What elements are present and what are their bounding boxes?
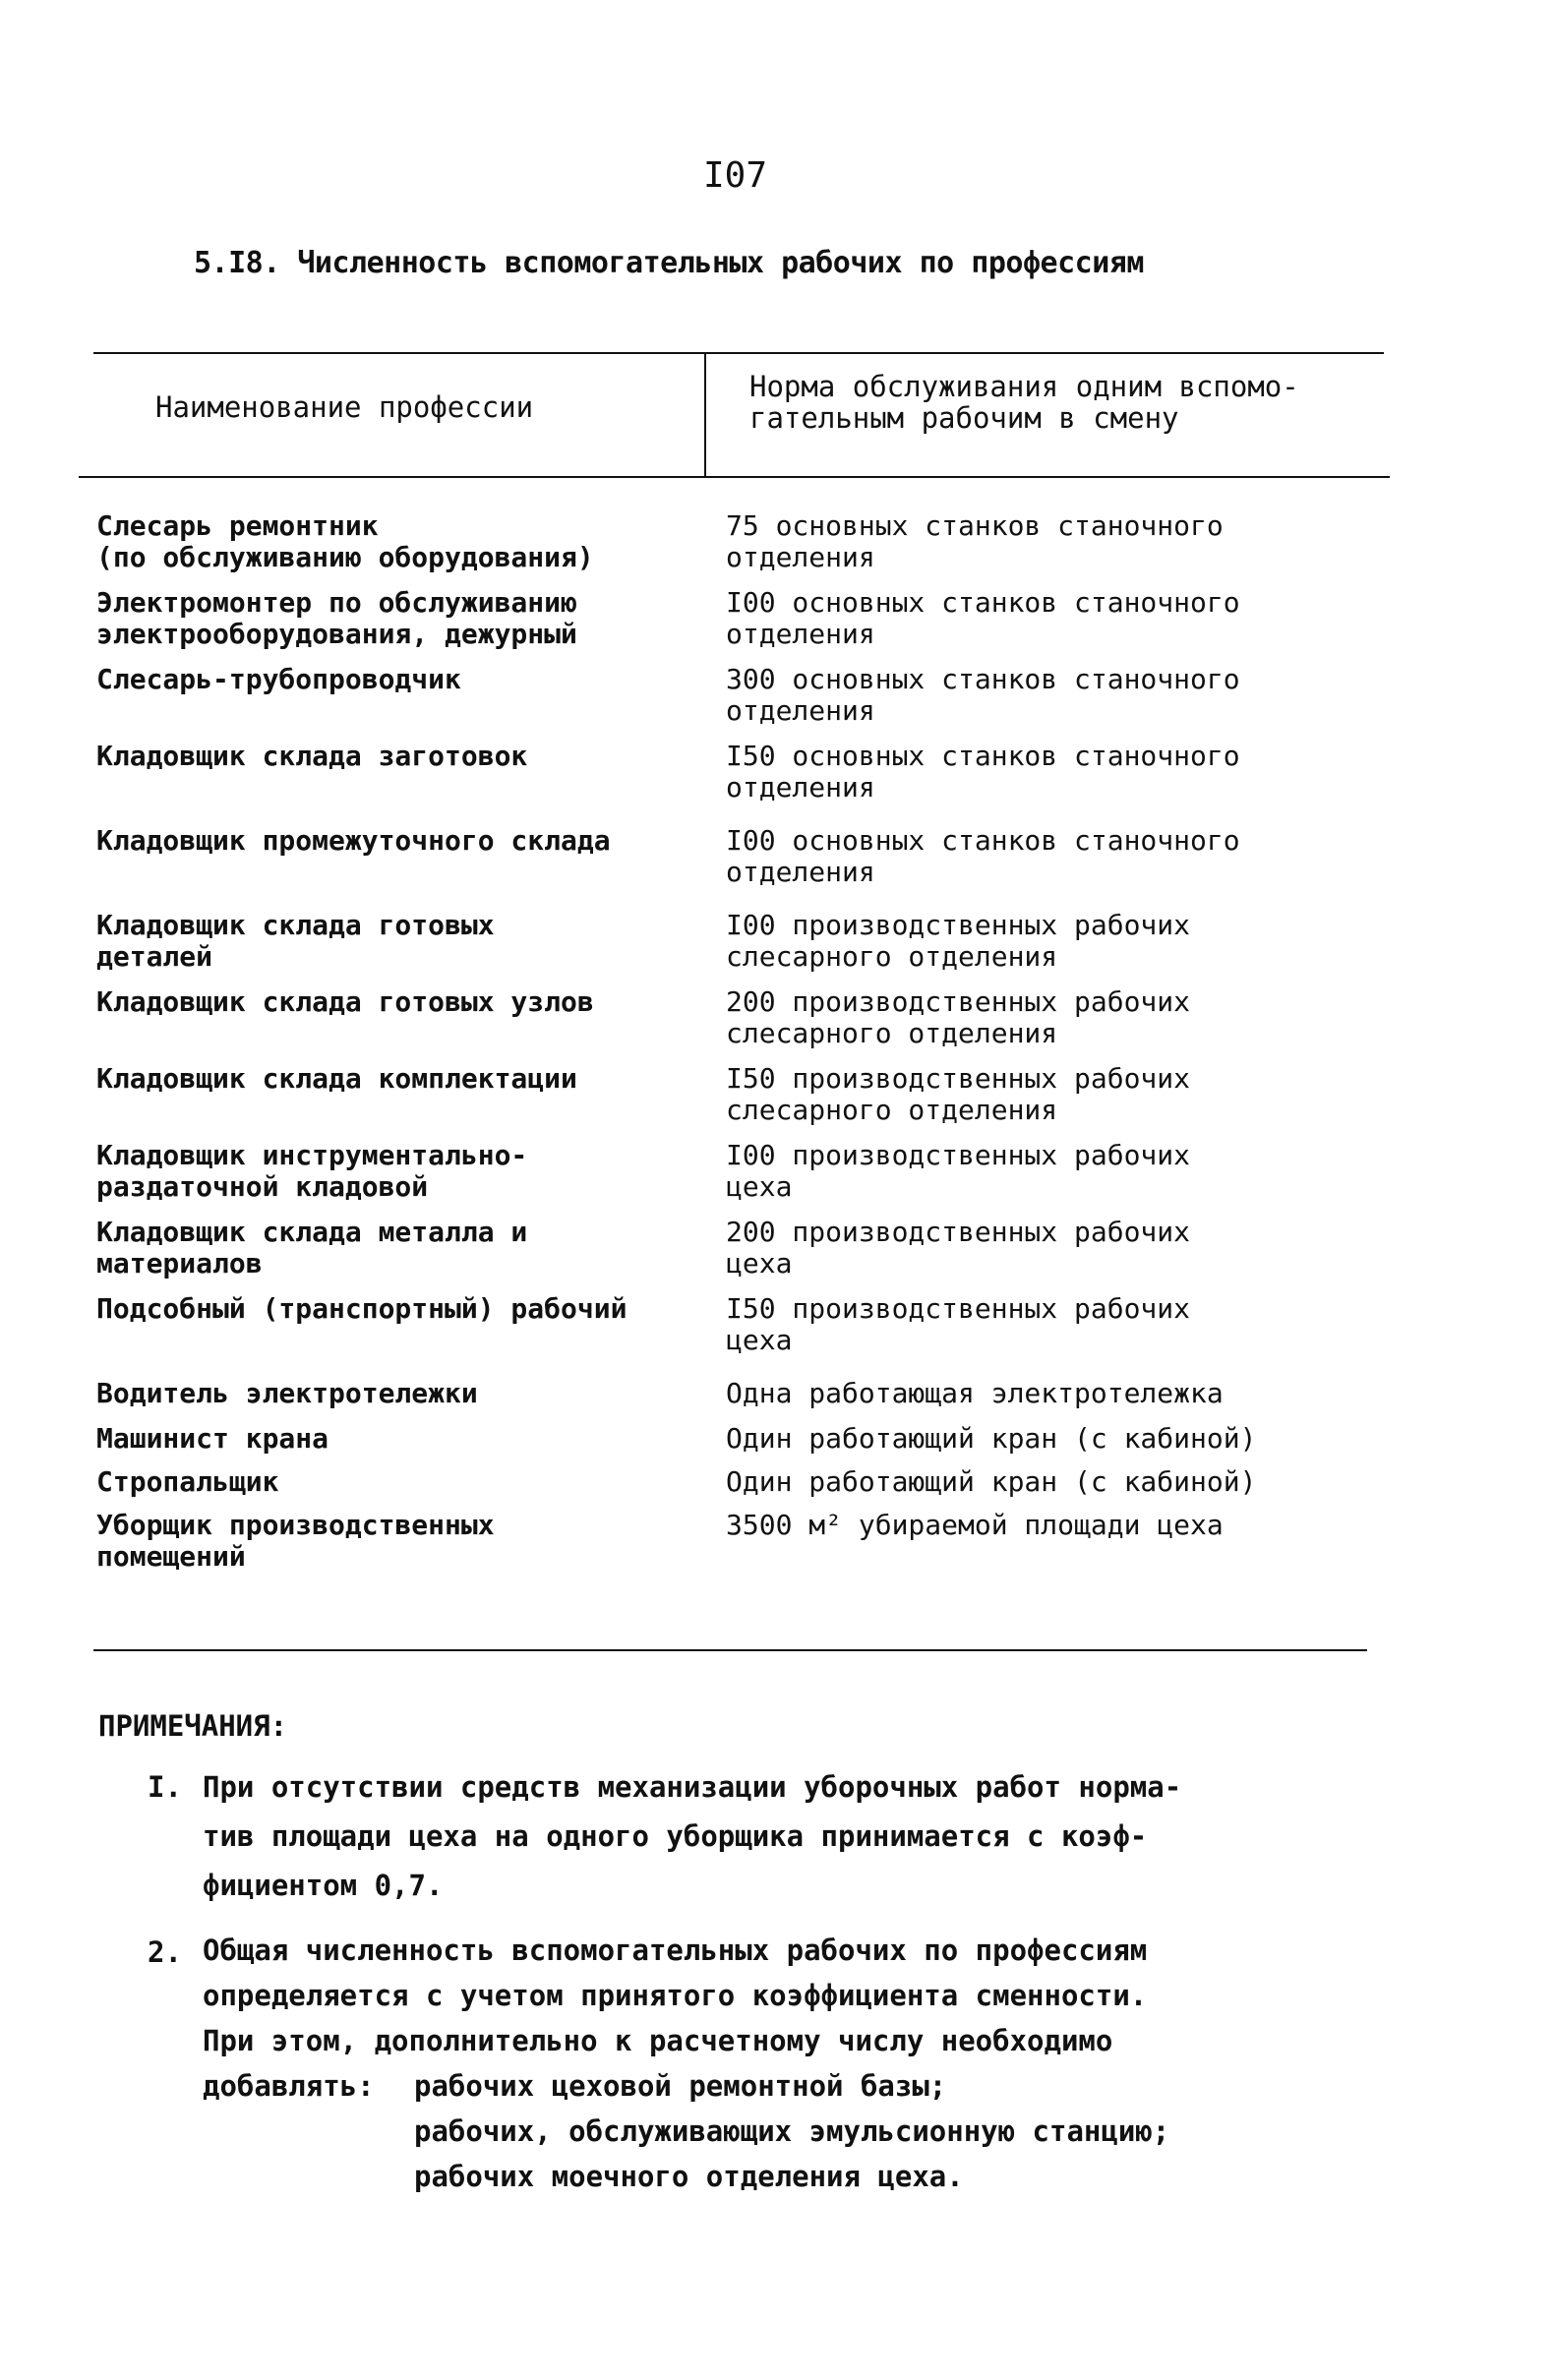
profession-cell <box>96 986 726 1049</box>
norm-line: Один работающий кран (с кабиной) <box>726 1465 1257 1498</box>
header-norm <box>749 371 1299 434</box>
profession-cell <box>96 1063 726 1126</box>
norm-cell <box>726 741 1375 803</box>
norm-cell <box>726 587 1375 650</box>
norm-cell <box>726 1378 1375 1409</box>
norm-line: слесарного отделения <box>726 1017 1058 1049</box>
profession-line: Кладовщик промежуточного склада <box>96 824 611 857</box>
note-1-line: При отсутствии средств механизации уборочных работ норма- <box>203 1770 1182 1804</box>
table-row <box>96 741 1405 803</box>
table-row <box>96 1466 1405 1498</box>
table-row <box>96 587 1405 650</box>
profession-line: Кладовщик склада заготовок <box>96 740 528 772</box>
header-norm-line2: гательным рабочим в смену <box>749 401 1179 435</box>
profession-line: Машинист крана <box>96 1422 329 1455</box>
table-row <box>96 1423 1405 1455</box>
note-1-line: тив площади цеха на одного уборщика принимается с коэф- <box>203 1819 1148 1853</box>
profession-line: Слесарь ремонтник <box>96 509 379 542</box>
profession-line: Подсобный (транспортный) рабочий <box>96 1292 628 1325</box>
note-2-add-list <box>414 2063 1169 2199</box>
norm-line: отделения <box>726 771 875 803</box>
profession-cell <box>96 1293 726 1356</box>
norm-line: 75 основных станков станочного <box>726 509 1224 542</box>
profession-line: деталей <box>96 940 213 973</box>
norm-line: слесарного отделения <box>726 1094 1058 1126</box>
norm-cell <box>726 510 1375 573</box>
norm-line: 200 производственных рабочих <box>726 1216 1191 1248</box>
profession-cell <box>96 587 726 650</box>
profession-line: Водитель электротележки <box>96 1377 478 1409</box>
norm-line: I50 производственных рабочих <box>726 1062 1191 1095</box>
profession-cell <box>96 910 726 973</box>
table-body <box>96 510 1405 1586</box>
norm-line: I00 производственных рабочих <box>726 909 1191 941</box>
table-row <box>96 910 1405 973</box>
norm-line: 300 основных станков станочного <box>726 663 1240 695</box>
norm-cell <box>726 986 1375 1049</box>
norm-line: Один работающий кран (с кабиной) <box>726 1422 1257 1455</box>
norm-cell <box>726 910 1375 973</box>
header-profession: Наименование профессии <box>155 390 534 424</box>
norm-cell <box>726 1466 1375 1498</box>
table-title: 5.I8. Численность вспомогательных рабочих по профессиям <box>194 246 1144 280</box>
norm-line: цеха <box>726 1324 793 1356</box>
profession-line: помещений <box>96 1540 246 1573</box>
profession-cell <box>96 1378 726 1409</box>
note-2-add-item: рабочих моечного отделения цеха. <box>414 2160 964 2193</box>
norm-line: Одна работающая электротележка <box>726 1377 1224 1409</box>
norm-line: отделения <box>726 856 875 888</box>
norm-cell <box>726 1293 1375 1356</box>
profession-line: Кладовщик склада готовых <box>96 909 495 941</box>
norm-line: 3500 м² убираемой площади цеха <box>726 1509 1224 1541</box>
norm-cell <box>726 1140 1375 1203</box>
note-2-line: Общая численность вспомогательных рабочих по профессиям <box>203 1934 1148 1967</box>
table-top-rule <box>93 352 1384 354</box>
norm-line: отделения <box>726 541 875 573</box>
norm-cell <box>726 1510 1375 1573</box>
profession-cell <box>96 1140 726 1203</box>
notes-section <box>98 1709 1377 2217</box>
profession-line: материалов <box>96 1247 263 1279</box>
norm-line: I00 основных станков станочного <box>726 586 1240 619</box>
note-2-line: При этом, дополнительно к расчетному числу необходимо <box>203 2024 1113 2057</box>
profession-line: электрооборудования, дежурный <box>96 618 577 650</box>
norm-line: цеха <box>726 1247 793 1279</box>
profession-cell <box>96 1217 726 1279</box>
note-2-add-item: рабочих цеховой ремонтной базы; <box>414 2069 947 2103</box>
header-bottom-rule <box>79 476 1390 478</box>
note-2-add-block <box>203 2063 1314 2199</box>
table-row <box>96 1510 1405 1573</box>
table-row <box>96 1063 1405 1126</box>
profession-line: Кладовщик склада комплектации <box>96 1062 577 1095</box>
norm-cell <box>726 664 1375 727</box>
norm-line: цеха <box>726 1170 793 1203</box>
table-row <box>96 664 1405 727</box>
profession-line: Стропальщик <box>96 1465 279 1498</box>
page-number: I07 <box>703 155 768 196</box>
norm-line: I00 производственных рабочих <box>726 1139 1191 1171</box>
table-row <box>96 1293 1405 1356</box>
note-1 <box>98 1762 1377 1910</box>
profession-line: Слесарь-трубопроводчик <box>96 663 461 695</box>
profession-line: Уборщик производственных <box>96 1509 495 1541</box>
note-1-line: фициентом 0,7. <box>203 1869 444 1902</box>
note-1-number: I. <box>148 1770 182 1804</box>
profession-cell <box>96 1423 726 1455</box>
norm-line: отделения <box>726 694 875 727</box>
table-row <box>96 986 1405 1049</box>
table-row <box>96 1378 1405 1409</box>
norm-line: 200 производственных рабочих <box>726 985 1191 1018</box>
norm-line: I50 основных станков станочного <box>726 740 1240 772</box>
note-2-number: 2. <box>148 1935 182 1969</box>
notes-title: ПРИМЕЧАНИЯ: <box>98 1709 288 1743</box>
note-2-line: определяется с учетом принятого коэффициента сменности. <box>203 1979 1148 2012</box>
table-row <box>96 510 1405 573</box>
header-norm-line1: Норма обслуживания одним вспомо- <box>749 370 1299 403</box>
profession-line: Кладовщик инструментально- <box>96 1139 528 1171</box>
header-column-divider <box>704 352 706 477</box>
profession-cell <box>96 1466 726 1498</box>
norm-line: I00 основных станков станочного <box>726 824 1240 857</box>
profession-line: раздаточной кладовой <box>96 1170 429 1203</box>
norm-cell <box>726 1063 1375 1126</box>
table-row <box>96 1217 1405 1279</box>
note-1-text <box>203 1762 1314 1910</box>
profession-line: Электромонтер по обслуживанию <box>96 586 577 619</box>
profession-cell <box>96 1510 726 1573</box>
note-2-add-item: рабочих, обслуживающих эмульсионную станцию; <box>414 2114 1170 2148</box>
norm-line: отделения <box>726 618 875 650</box>
profession-cell <box>96 825 726 888</box>
table-row <box>96 1140 1405 1203</box>
profession-cell <box>96 741 726 803</box>
norm-cell <box>726 1217 1375 1279</box>
norm-line: I50 производственных рабочих <box>726 1292 1191 1325</box>
norm-cell <box>726 825 1375 888</box>
table-row <box>96 825 1405 888</box>
note-2-text <box>203 1928 1314 2199</box>
profession-line: Кладовщик склада готовых узлов <box>96 985 594 1018</box>
profession-line: (по обслуживанию оборудования) <box>96 541 594 573</box>
table-bottom-rule <box>93 1649 1367 1651</box>
norm-line: слесарного отделения <box>726 940 1058 973</box>
note-2 <box>98 1928 1377 2199</box>
profession-cell <box>96 510 726 573</box>
note-2-add-label: добавлять: <box>203 2069 375 2103</box>
profession-cell <box>96 664 726 727</box>
norm-cell <box>726 1423 1375 1455</box>
profession-line: Кладовщик склада металла и <box>96 1216 528 1248</box>
